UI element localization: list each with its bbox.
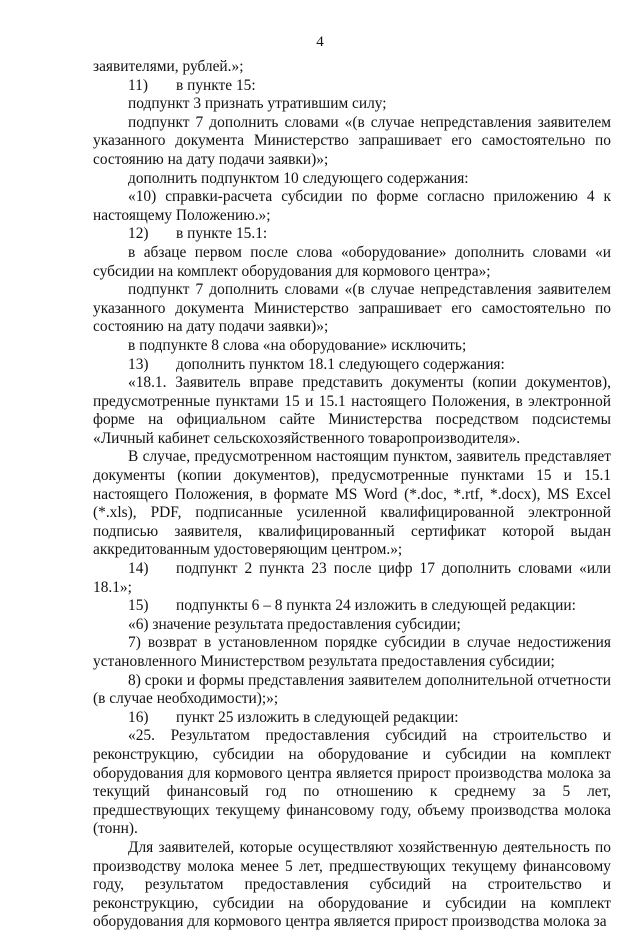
- paragraph: В случае, предусмотренном настоящим пунктом, заявитель представляет документы (копии документов), предусмотренные пунктами 15 и 15.1 настоящего Положения, в формате MS Word (*.doc, *.rtf, *.docx), MS Excel (*.xls), PDF, подписанные усиленной квалифицированной электронной подписью заявителя, квалифицированный сертификат которой выдан аккредитованным удостоверяющим центром.»;: [93, 448, 611, 559]
- item-text: в пункте 15:: [176, 76, 256, 94]
- item-number: 15): [128, 597, 149, 615]
- paragraph: 8) сроки и формы представления заявителем дополнительной отчетности (в случае необходимости);»;: [93, 671, 611, 708]
- document-body: [93, 58, 611, 932]
- item-text: подпункты 6 – 8 пункта 24 изложить в следующей редакции:: [176, 597, 576, 615]
- paragraph: в подпункте 8 слова «на оборудование» исключить;: [128, 336, 467, 354]
- paragraph: [93, 709, 611, 728]
- paragraph: [93, 356, 611, 375]
- page-number: 4: [316, 34, 324, 50]
- paragraph: [93, 225, 611, 244]
- item-number: 14): [128, 560, 149, 578]
- paragraph: подпункт 7 дополнить словами «(в случае непредставления заявителем указанного документа Министерство запрашивает его самостоятельно по состоянию на дату подачи заявки)»;: [93, 113, 611, 168]
- paragraph: [93, 77, 611, 96]
- item-number: 11): [128, 76, 148, 94]
- paragraph: «10) справки-расчета субсидии по форме согласно приложению 4 к настоящему Положению.»;: [93, 188, 611, 224]
- paragraph: Для заявителей, которые осуществляют хозяйственную деятельность по производству молока менее 5 лет, предшествующих текущему финансовому году, результатом предоставления субсидий на строительство и реконструкцию, субсидии на оборудование и субсидии на комплект оборудования для кормового центра является прирост производства молока за: [93, 838, 611, 931]
- paragraph: в абзаце первом после слова «оборудование» дополнить словами «и субсидии на комплект оборудования для кормового центра»;: [93, 243, 611, 280]
- paragraph: [93, 597, 611, 616]
- paragraph: «6) значение результата предоставления субсидии;: [128, 615, 461, 633]
- item-text: дополнить пунктом 18.1 следующего содержания:: [176, 355, 505, 373]
- item-number: 16): [128, 708, 149, 726]
- paragraph: «18.1. Заявитель вправе представить документы (копии документов), предусмотренные пунктами 15 и 15.1 настоящего Положения, в электронной форме на официальном сайте Министерства посредством подсистемы «Личный кабинет сельскохозяйственного товаропроизводителя».: [93, 374, 611, 447]
- item-number: 12): [128, 225, 149, 243]
- paragraph: заявителями, рублей.»;: [93, 58, 244, 75]
- paragraph: подпункт 7 дополнить словами «(в случае непредставления заявителем указанного документа Министерство запрашивает его самостоятельно по состоянию на дату подачи заявки)»;: [93, 281, 611, 336]
- paragraph: «25. Результатом предоставления субсидий на строительство и реконструкцию, субсидии на оборудование и субсидии на комплект оборудования для кормового центра является прирост производства молока за текущий финансовый год по отношению к среднему за 5 лет, предшествующих текущему финансовому году, объему производства молока (тонн).: [93, 727, 611, 838]
- item-number: 13): [128, 355, 149, 373]
- paragraph: дополнить подпунктом 10 следующего содержания:: [128, 169, 469, 187]
- item-text: в пункте 15.1:: [176, 225, 268, 243]
- item-text: пункт 25 изложить в следующей редакции:: [176, 708, 459, 726]
- paragraph: 7) возврат в установленном порядке субсидии в случае недостижения установленного Министерством результата предоставления субсидии;: [93, 634, 611, 670]
- paragraph: подпункт 3 признать утратившим силу;: [128, 95, 387, 113]
- paragraph: [93, 560, 611, 597]
- item-text: подпункт 2 пункта 23 после цифр 17 дополнить словами «или 18.1»;: [93, 560, 611, 596]
